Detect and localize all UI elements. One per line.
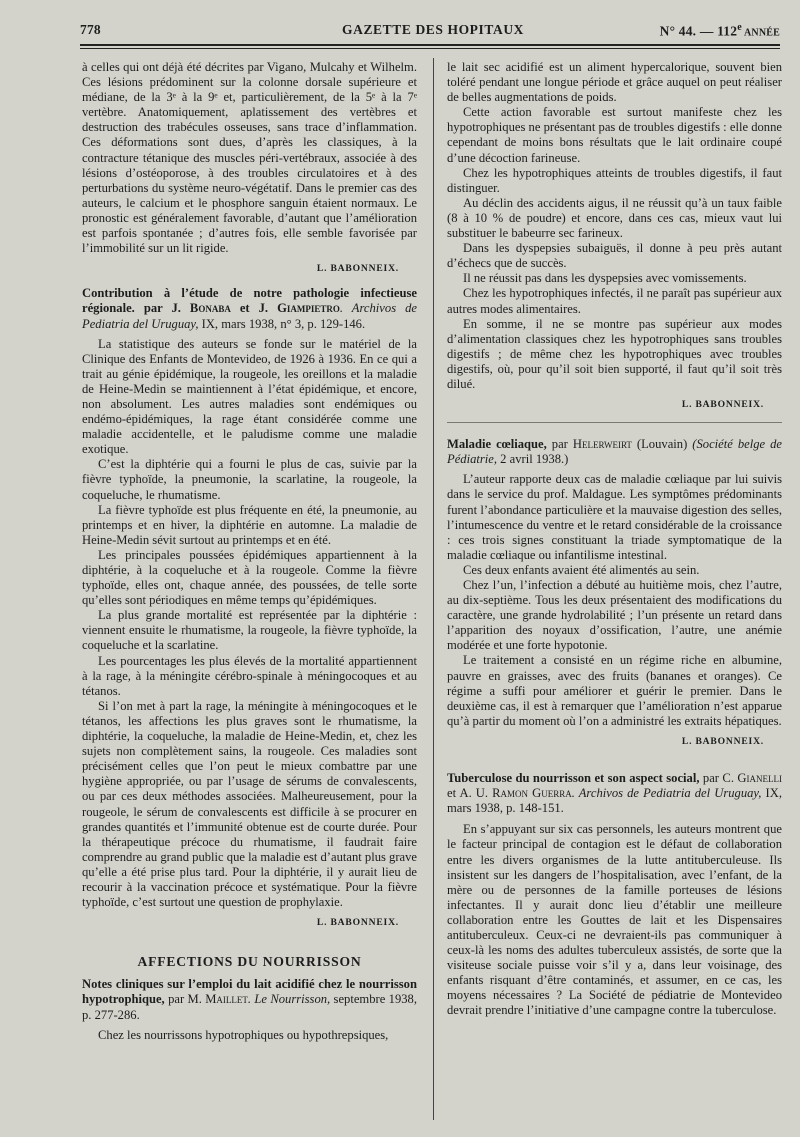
signature: L. BABONNEIX. xyxy=(316,263,399,275)
byline: par M. xyxy=(164,992,206,1007)
reference-details: IX, mars 1938, p. 148-151. xyxy=(447,786,782,816)
reference-details: IX, mars 1938, n° 3, p. 129-146. xyxy=(198,316,366,331)
left-column xyxy=(82,60,417,1043)
paragraph: Chez l’un, l’infection a débuté au huitième mois, chez l’autre, au dix-septième. Tous les deux présentaient des modifications du caractère, une grande hydrolabilité ; l’un présente un retard dans l’apparition des noyaux d’ossification, l’autre, une anémie modérée et une forte hypotonie. xyxy=(447,578,782,653)
header-rule-thin xyxy=(80,48,780,49)
paragraph: Chez les hypotrophiques infectés, il ne paraît pas supérieur aux autres modes alimentaires. xyxy=(447,286,782,316)
author-name: Ramon Guerra xyxy=(492,786,572,801)
header-rule-thick xyxy=(80,44,780,46)
byline-and: et J. xyxy=(230,301,278,316)
page-number: 778 xyxy=(80,22,101,37)
issue-sup: e xyxy=(737,22,742,33)
paragraph: Il ne réussit pas dans les dyspepsies avec vomissements. xyxy=(463,271,747,286)
paragraph: En s’appuyant sur six cas personnels, les auteurs montrent que le facteur principal de contagion est le défaut de collaboration entre les divers organismes de la lutte antituberculeuse. Ils insistent sur les dangers de l’hospitalisation, avec l’enfant, de la mère ou de personnes de la famille porteuses de lésions infectantes. Il y aurait donc lieu d’établir une meilleure collaboration entre les Gouttes de lait et les Dispensaires antituberculeux. Ceux-ci ne devraient-ils pas communiquer à ceux-là les noms des adultes tuberculeux assistés, de sorte que la visiteuse sociale puisse voir s’il y a, dans leur voisinage, des enfants risquant d’être contaminés, et assumer, en ce cas, les moyens nécessaires ? La Société de pédiatrie de Montevideo devrait prendre l’initiative d’une campagne contre la tuberculose. xyxy=(447,822,782,1018)
issue-number xyxy=(660,22,780,40)
paragraph: En somme, il ne se montre pas supérieur aux modes d’alimentation classiques chez les hypotrophiques sans troubles digestifs ; de même chez les hypotrophiques avec troubles digestifs, où, pour qu’il soit bien supporté, il faut qu’il soit très dilué. xyxy=(447,316,782,391)
paragraph: Dans les dyspepsies subaiguës, il donne à peu près autant d’échecs que de succès. xyxy=(447,241,782,271)
article-heading xyxy=(447,437,782,467)
paragraph: Cette action favorable est surtout manifeste chez les hypotrophiques ne présentant pas de troubles digestifs : elle donne cependant de moins bons résultats que le lait ordinaire coupé d’une décoction farineuse. xyxy=(447,105,782,165)
byline: par C. xyxy=(699,771,738,786)
paragraph: à celles qui ont déjà été décrites par Vigano, Mulcahy et Wilhelm. Ces lésions prédominent sur la colonne dorsale supérieure et médiane, de la 3ᵉ à la 9ᵉ et, particulièrement, de la 5ᵉ à la 7ᵉ vertèbre. Anatomiquement, aplatissement des vertèbres et destruction des trabécules osseuses, sans trace d’inflammation. Ces déformations sont dues, d’après les classiques, à la contracture tétanique des muscles péri-vertébraux, associée à des lésions d’ostéoporose, à des troubles circulatoires et à des perturbations du système neuro-végétatif. Dans le premier cas des auteurs, le calcium et le phosphore sanguin étaient normaux. Le pronostic est généralement favorable, d’autant que l’amélioration est parfois spontanée ; d’autres fois, elle semble favorisée par l’immobilité sur un lit rigide. xyxy=(82,60,417,256)
article-title: Tuberculose du nourrisson et son aspect social, xyxy=(447,771,700,786)
paragraph: Ces deux enfants avaient été alimentés au sein. xyxy=(463,562,700,577)
byline: par xyxy=(546,437,573,452)
right-column xyxy=(447,60,782,1019)
article-title: Maladie cœliaque, xyxy=(447,437,547,452)
paragraph: L’auteur rapporte deux cas de maladie cœliaque par lui suivis dans le service du prof. Maldague. Les symptômes prédominants furent l’abondance particulière et la mauvaise digestion des selles, l’intumescence du ventre et le retard considérable de la croissance : ces trois signes constituant la triade symptomatique de la maladie cœliaque ou infantilisme intestinal. xyxy=(447,472,782,562)
journal-reference: . Le Nourrisson, xyxy=(247,992,331,1007)
signature: L. BABONNEIX. xyxy=(681,735,764,747)
article-heading xyxy=(82,977,417,1022)
affiliation: (Louvain) xyxy=(631,437,693,452)
paragraph: le lait sec acidifié est un aliment hypercalorique, souvent bien toléré pendant une longue période et grâce auquel on peut réaliser de belles augmentations de poids. xyxy=(447,60,782,105)
journal-reference: (Société belge de Pédiatrie, xyxy=(447,437,782,467)
running-header xyxy=(80,22,780,42)
article-heading xyxy=(447,771,782,816)
paragraph: C’est la diphtérie qui a fourni le plus de cas, suivie par la fièvre typhoïde, la pneumonie, la scarlatine, la rougeole, la coqueluche, le rhumatisme. xyxy=(82,457,417,502)
paragraph: La statistique des auteurs se fonde sur le matériel de la Clinique des Enfants de Montevideo, de 1926 à 1936. En ce qui a trait au génie épidémique, la rougeole, les oreillons et la maladie de Heine-Medin se maintiennent à l’état épidémique, et encore, non absolument. Les autres maladies sont endémiques ou endémo-épidémiques, la rage étant considérée comme une maladie accidentelle, et le paludisme comme une maladie exotique. xyxy=(82,336,417,457)
paragraph: Si l’on met à part la rage, la méningite à méningocoques et le tétanos, les affections les plus graves sont le rhumatisme, la diphtérie, la coqueluche, la maladie de Heine-Medin, et, chez les sujets non complètement sains, la rougeole. Ces maladies sont précisément celles que l’on peut le mieux combattre par une hygiène appropriée, ou par l’usage de sérums de convalescents, ou par ces deux méthodes associées. Malheureusement, pour la rougeole, le sérum de convalescents est difficile à se procurer en grandes quantités et l’immunité obtenue est de courte durée. Pour la thérapeutique précoce du rhumatisme, il faudrait faire comprendre au grand public que la maladie est d’autant plus grave qu’elle a été prise plus tard. Pour la diphtérie, il y aurait lieu de recourir à la vaccination précoce et systématique. Pour la fièvre typhoïde, c’est surtout une question de prophylaxie. xyxy=(82,698,418,910)
reference-details: 2 avril 1938.) xyxy=(497,452,569,467)
paragraph: Au déclin des accidents aigus, il ne réussit qu’à un taux faible (8 à 10 % de poudre) et encore, dans ces cas, mieux vaut lui substituer le babeurre sec farineux. xyxy=(447,195,782,241)
column-divider xyxy=(433,58,434,1120)
author-name: Giampietro xyxy=(277,301,340,316)
author-name: Bonaba xyxy=(189,301,231,316)
byline-and: et A. U. xyxy=(447,786,493,801)
article-title: Contribution à l’étude de notre pathologie infectieuse régionale. xyxy=(82,286,417,316)
author-name: Gianelli xyxy=(737,771,782,786)
journal-reference: . Archivos de Pediatria del Uruguay, xyxy=(571,786,762,801)
paragraph: Le traitement a consisté en un régime riche en albumine, pauvre en graisses, avec des fruits (bananes et oranges). Ce régime a suffi pour améliorer et guérir le premier. Dans le deuxième cas, il est à remarquer que l’amélioration n’est apparue qu’à partir du moment où l’on a administré les extraits hépatiques. xyxy=(447,653,782,728)
issue-tail: ANNÉE xyxy=(741,27,780,39)
reference-details: septembre 1938, p. 277-286. xyxy=(82,992,417,1022)
paragraph: Les pourcentages les plus élevés de la mortalité appartiennent à la rage, à la méningite cérébro-spinale à méningocoques et au tétanos. xyxy=(82,653,417,698)
author-name: Helerweirt xyxy=(572,437,632,452)
signature: L. BABONNEIX. xyxy=(316,917,399,929)
paragraph: La fièvre typhoïde est plus fréquente en été, la pneumonie, au printemps et en hiver, la diphtérie en automne. La maladie de Heine-Medin sévit surtout au printemps et en été. xyxy=(82,502,417,547)
article-separator xyxy=(447,422,782,423)
author-name: Maillet xyxy=(205,992,248,1007)
journal-reference: . Archivos de Pediatria del Uruguay, xyxy=(82,301,417,331)
paragraph: La plus grande mortalité est représentée par la diphtérie : viennent ensuite le rhumatisme, la rougeole, la fièvre typhoïde, la coqueluche et la scarlatine. xyxy=(82,608,417,653)
journal-title: GAZETTE DES HOPITAUX xyxy=(342,22,525,37)
section-heading: AFFECTIONS DU NOURRISSON xyxy=(137,954,362,970)
article-title: Notes cliniques sur l’emploi du lait acidifié chez le nourrisson hypotrophique, xyxy=(82,977,417,1007)
article-heading xyxy=(82,286,417,331)
paragraph: Chez les hypotrophiques atteints de troubles digestifs, il faut distinguer. xyxy=(447,165,782,195)
paragraph: Les principales poussées épidémiques appartiennent à la diphtérie, à la coqueluche et à la rougeole. Comme la fièvre typhoïde, elles ont, chaque année, des poussées, de telle sorte qu’elles sont périodiques en même temps qu’épidémiques. xyxy=(82,547,417,608)
issue-main: N° 44. — 112 xyxy=(659,23,738,39)
signature: L. BABONNEIX. xyxy=(681,399,764,411)
paragraph: Chez les nourrissons hypotrophiques ou hypothrepsiques, xyxy=(98,1027,389,1042)
byline: par J. xyxy=(134,301,190,316)
